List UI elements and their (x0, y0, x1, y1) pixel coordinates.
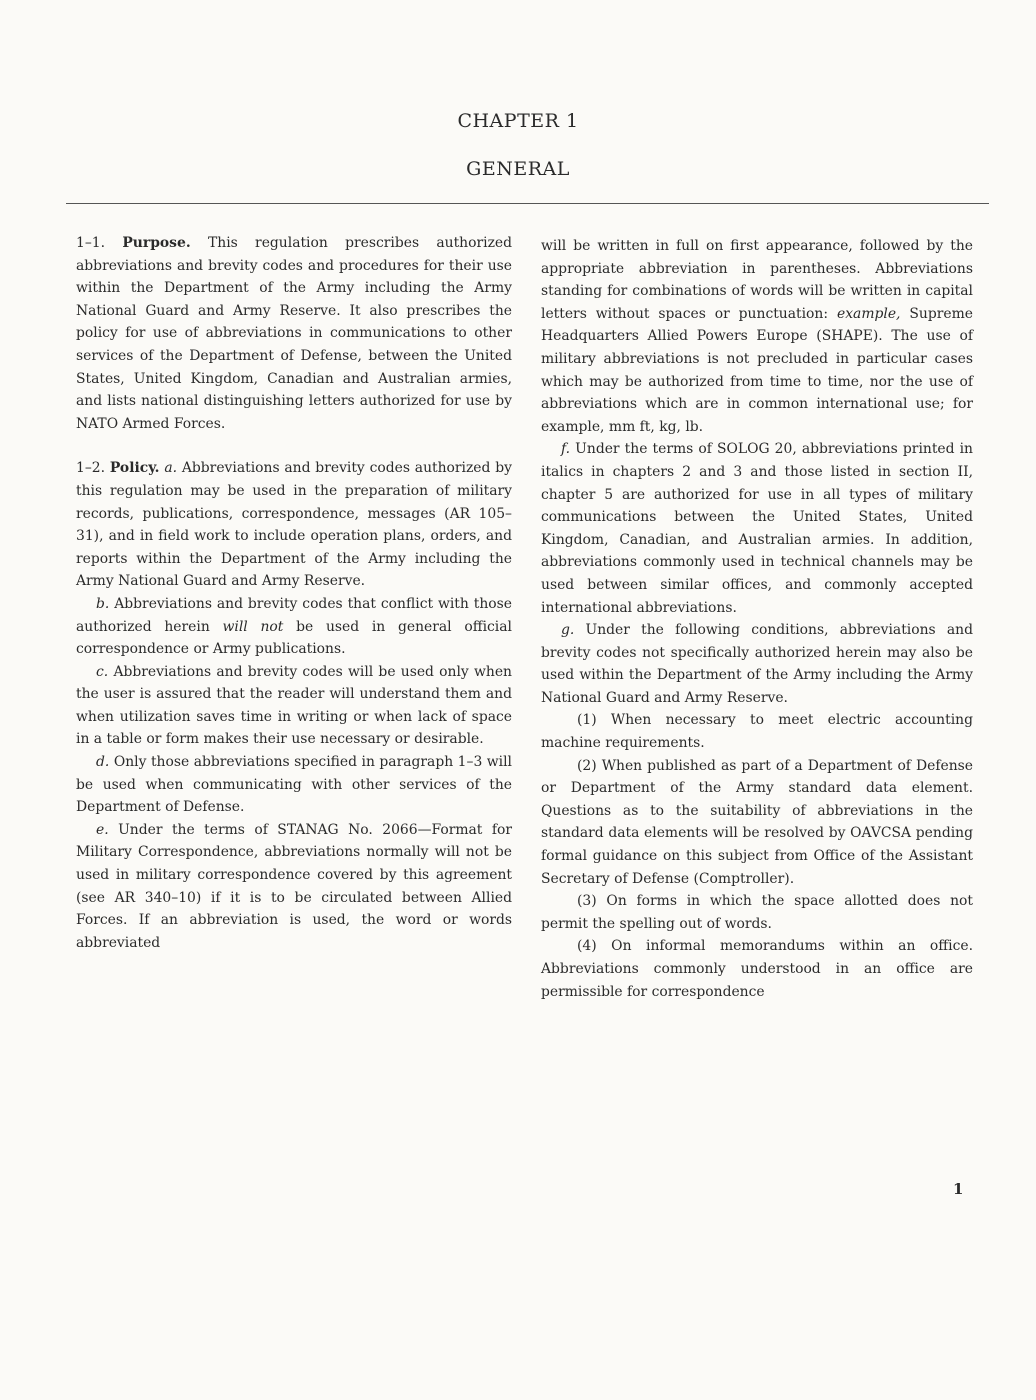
paragraph-1-2g (541, 619, 973, 709)
paragraph-heading: Policy. (109, 460, 160, 477)
list-item-3: (3) On forms in which the space allotted does not permit the spelling out of words. (541, 893, 973, 932)
paragraph-text: Only those abbreviations specified in paragraph 1–3 will be used when communicating with other services of the Department of Defense. (76, 754, 513, 816)
subparagraph-label: e. (96, 821, 109, 838)
emphasis-text: example, (836, 305, 901, 322)
paragraph-text: Under the terms of SOLOG 20, abbreviations printed in italics in chapters 2 and 3 and those listed in section II, chapter 5 are authorized for use in all types of military communications between the United States, United Kingdom, Canadian, and Australian armies. In addition, abbreviations commonly used in technical channels may be used between similar offices, and commonly accepted international abbreviations. (541, 441, 974, 616)
paragraph-text: Under the terms of STANAG No. 2066—Format for Military Correspondence, abbreviations normally will not be used in military correspondence covered by this agreement (see AR 340–10) if it is to be circulated between Allied Forces. If an abbreviation is used, the word or words abbreviated (76, 821, 512, 951)
page-number: 1 (953, 1180, 964, 1198)
subparagraph-label: g. (561, 622, 575, 639)
paragraph-1-1 (76, 232, 512, 435)
paragraph-1-2f (541, 438, 973, 619)
paragraph-1-2a (76, 457, 512, 593)
paragraph-1-2d (76, 751, 512, 819)
paragraph-1-2b (76, 593, 512, 661)
emphasis-text: will not (222, 618, 284, 635)
right-column (541, 235, 973, 1003)
paragraph-text: be used in general official correspondence or Army publications. (76, 618, 512, 658)
paragraph-number: 1–2. (76, 460, 106, 477)
subparagraph-label: f. (561, 441, 571, 458)
paragraph-text: Abbreviations and brevity codes that conflict with those authorized herein (76, 595, 512, 635)
paragraph-1-2e-continued (541, 235, 973, 438)
subparagraph-label: d. (96, 754, 110, 771)
subparagraph-label: c. (96, 663, 109, 680)
chapter-title: GENERAL (466, 158, 570, 180)
subparagraph-label: a. (164, 460, 178, 477)
paragraph-heading: Purpose. (122, 235, 191, 251)
chapter-number: CHAPTER 1 (457, 110, 579, 132)
list-item-2: (2) When published as part of a Department of Defense or Department of the Army standard data element. Questions as to the suitability of abbreviations in the standard data elements will be resolved by OAVCSA pending formal guidance on this subject from Office of the Assistant Secretary of Defense (Comptroller). (541, 757, 973, 887)
header-rule (66, 203, 989, 204)
paragraph-text: Abbreviations and brevity codes will be used only when the user is assured that the reader will understand them and when utilization saves time in writing or when lack of space in a table or form makes their use necessary or desirable. (76, 663, 512, 748)
paragraph-text: will be written in full on first appearance, followed by the appropriate abbreviation in parentheses. Abbreviations standing for combinations of words will be written in capital letters without spaces or punctuation: (541, 238, 973, 322)
left-column (76, 232, 512, 954)
paragraph-1-2e (76, 819, 512, 955)
paragraph-text: Supreme Headquarters Allied Powers Europe (SHAPE). The use of military abbreviations is not precluded in particular cases which may be authorized from time to time, nor the use of abbreviations which are in common international use; for example, mm ft, kg, lb. (541, 305, 973, 435)
subparagraph-label: b. (96, 595, 110, 612)
list-item-4: (4) On informal memorandums within an office. Abbreviations commonly understood in an office are permissible for correspondence (541, 938, 973, 1000)
paragraph-text: Under the following conditions, abbreviations and brevity codes not specifically authorized herein may also be used within the Department of the Army including the Army National Guard and Army Reserve. (541, 622, 973, 706)
paragraph-1-2c (76, 661, 512, 751)
paragraph-text: Abbreviations and brevity codes authorized by this regulation may be used in the preparation of military records, publications, correspondence, messages (AR 105–31), and in field work to include operation plans, orders, and reports within the Department of the Army including the Army National Guard and Army Reserve. (76, 460, 512, 590)
paragraph-number: 1–1. (76, 235, 106, 251)
list-item-1: (1) When necessary to meet electric accounting machine requirements. (541, 712, 973, 752)
paragraph-text: This regulation prescribes authorized abbreviations and brevity codes and procedures for their use within the Department of the Army including the Army National Guard and Army Reserve. It also prescribes the policy for use of abbreviations in communications to other services of the Department of Defense, between the United States, United Kingdom, Canadian and Australian armies, and lists national distinguishing letters authorized for use by NATO Armed Forces. (76, 235, 513, 432)
